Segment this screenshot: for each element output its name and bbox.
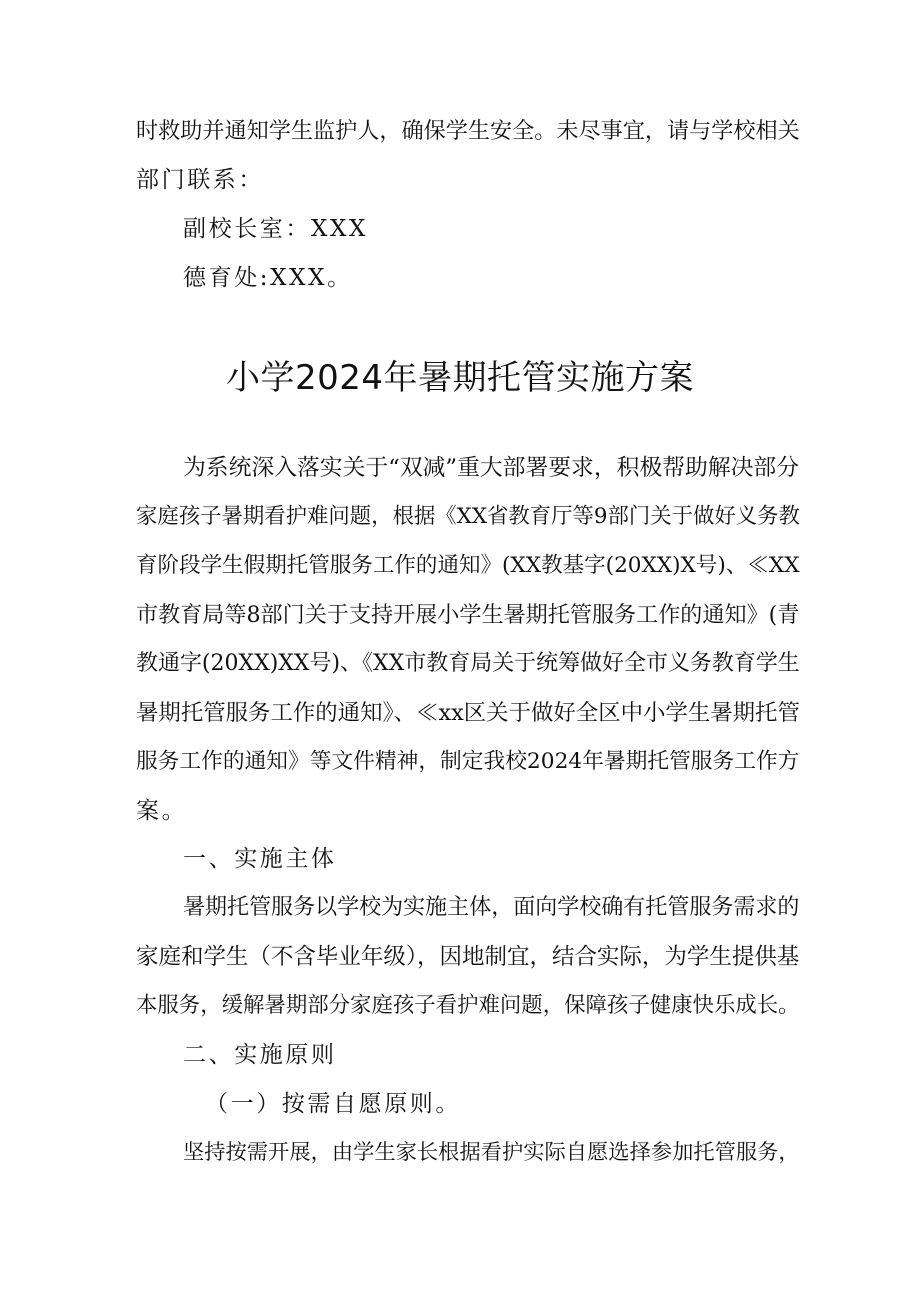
paragraph-line: 案。 [136,798,188,824]
contact-vice-principal: 副校长室：XXX [183,216,368,242]
paragraph-line: 市教育局等8部门关于支持开展小学生暑期托管服务工作的通知》(青 [136,602,800,628]
section-heading-2: 二、实施原则 [183,1042,337,1068]
paragraph-line: 本服务，缓解暑期部分家庭孩子看护难问题，保障孩子健康快乐成长。 [136,993,800,1018]
paragraph-line: 服务工作的通知》等文件精神，制定我校2024年暑期托管服务工作方 [136,749,800,774]
paragraph-line: 教通字(20XX)XX号)、《XX市教育局关于统筹做好全市义务教育学生 [136,651,800,676]
paragraph-line: 暑期托管服务以学校为实施主体，面向学校确有托管服务需求的 [183,895,800,920]
paragraph-line: 家庭孩子暑期看护难问题，根据《XX省教育厅等9部门关于做好义务教 [136,504,800,529]
paragraph-line: 时救助并通知学生监护人，确保学生安全。未尽事宜，请与学校相关 [136,118,800,144]
paragraph-line: 暑期托管服务工作的通知》、≪xx区关于做好全区中小学生暑期托管 [136,700,800,726]
section-heading-1: 一、实施主体 [183,846,337,872]
paragraph-line: 育阶段学生假期托管服务工作的通知》(XX教基字(20XX)X号)、≪XX [136,553,800,578]
paragraph-line: 部门联系： [136,167,264,193]
contact-moral-education: 德育处:XXX。 [183,265,353,291]
paragraph-line: 坚持按需开展，由学生家长根据看护实际自愿选择参加托管服务， [183,1140,800,1165]
subsection-heading: （一）按需自愿原则。 [205,1091,461,1117]
paragraph-line: 家庭和学生（不含毕业年级），因地制宜，结合实际，为学生提供基 [136,944,800,970]
paragraph-line: 为系统深入落实关于“双减”重大部署要求，积极帮助解决部分 [183,455,800,481]
document-title: 小学2024年暑期托管实施方案 [225,358,695,398]
